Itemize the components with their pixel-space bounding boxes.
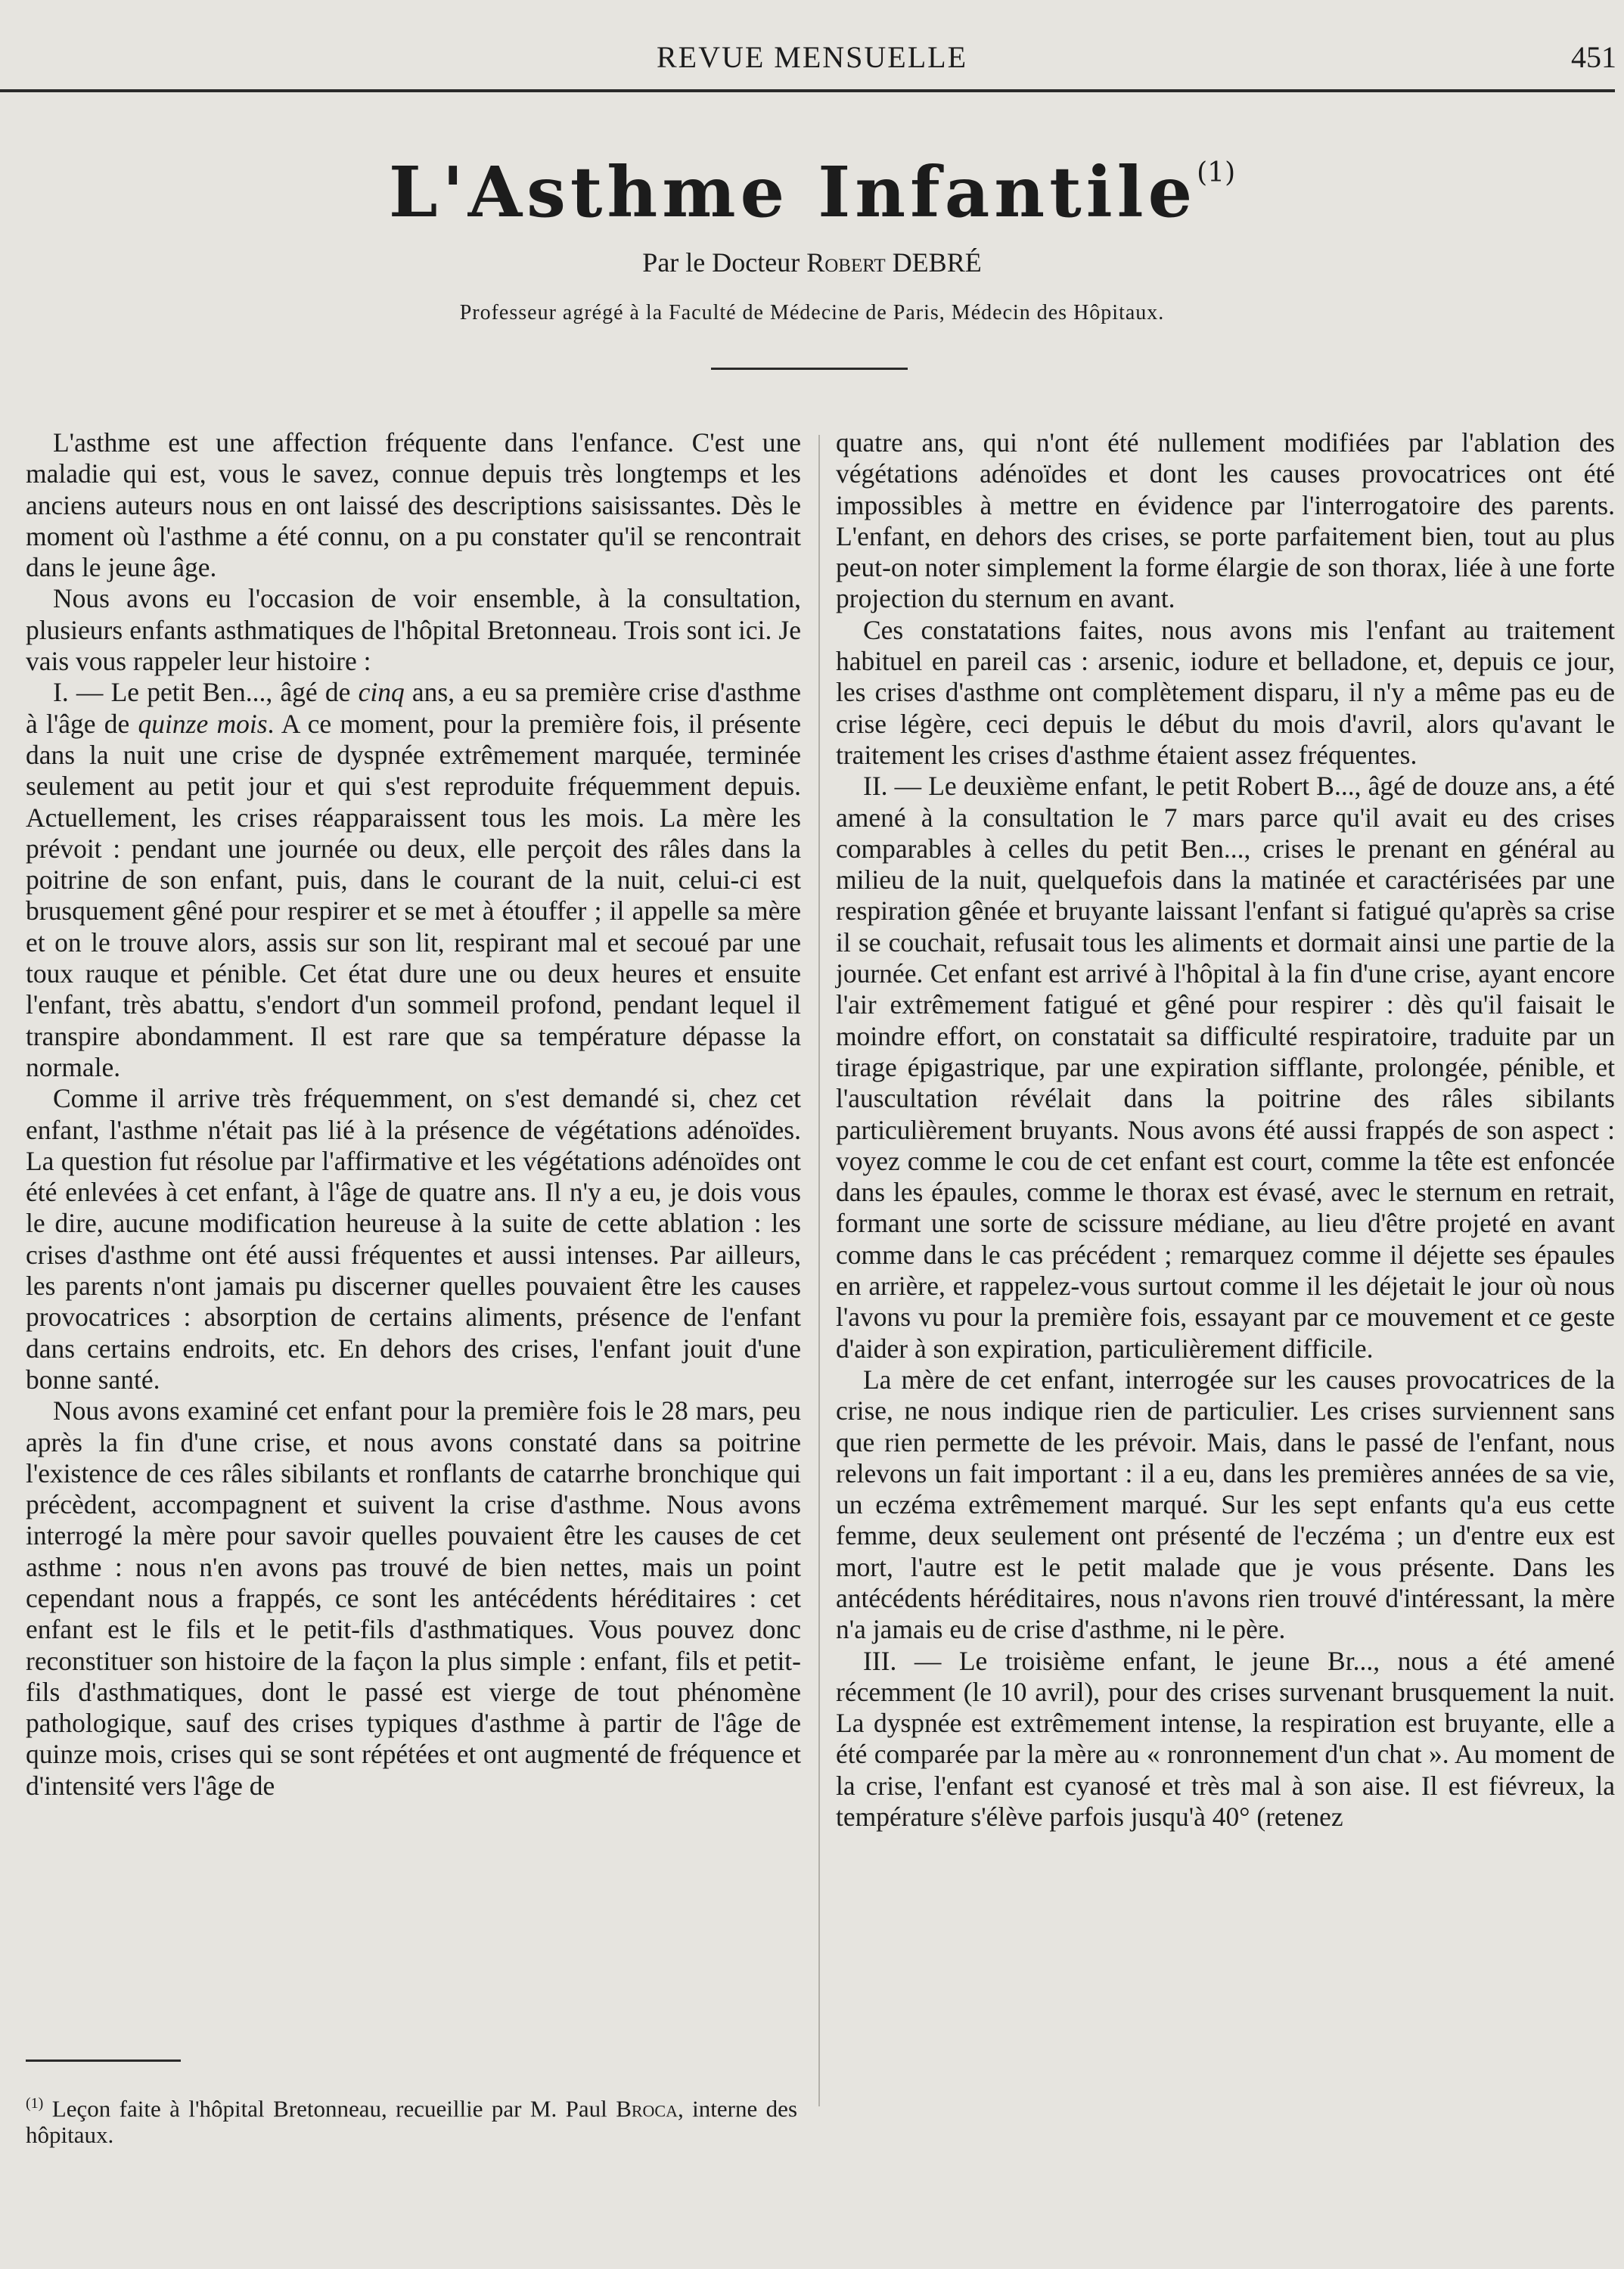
paragraph: Nous avons examiné cet enfant pour la première fois le 28 mars, peu après la fin d'une crise, et nous avons constaté dans sa poitrine l'existence de ces râles sibilants et ronflants de catarrhe bronchique qui précèdent, accompagnent et suivent la crise d'asthme. Nous avons interrogé la mère pour savoir quelles pouvaient être les causes de cet asthme : nous n'en avons pas trouvé de bien nettes, mais un point cependant nous a frappés, ce sont les antécédents héréditaires : cet enfant est le fils et le petit-fils d'asthmatiques. Vous pouvez donc reconstituer son histoire de la façon la plus simple : enfant, fils et petit-fils d'asthmatiques, dont le passé est vierge de tout phénomène pathologique, sauf des crises typiques d'asthme à partir de l'âge de quinze mois, crises qui se sont répétées et ont augmenté de fréquence et d'intensité vers l'âge de <box>26 1395 801 1801</box>
header-rule <box>0 89 1615 92</box>
article-title <box>0 151 1624 233</box>
column-divider <box>818 435 820 2106</box>
paragraph: Nous avons eu l'occasion de voir ensemble, à la consultation, plusieurs enfants asthmatiques de l'hôpital Bretonneau. Trois sont ici. Je vais vous rappeler leur histoire : <box>26 583 801 677</box>
running-head <box>0 39 1624 85</box>
article-title-text: L'Asthme Infantile <box>388 151 1197 233</box>
paragraph-continued: quatre ans, qui n'ont été nullement modifiées par l'ablation des végétations adénoïdes et dont les causes provocatrices ont été impossibles à mettre en évidence par l'interrogatoire des parents. L'enfant, en dehors des crises, se porte parfaitement bien, tout au plus peut-on noter simplement la forme élargie de son thorax, liée à une forte projection du sternum en avant. <box>836 427 1615 614</box>
right-column <box>836 427 1615 1833</box>
paragraph-case-three: III. — Le troisième enfant, le jeune Br..., nous a été amené récemment (le 10 avril), pour des crises survenant brusquement la nuit. La dyspnée est extrêmement intense, la respiration est bruyante, elle a été comparée par la mère au « ronronnement d'un chat ». Au moment de la crise, l'enfant est cyanosé et très mal à son aise. Il est fiévreux, la température s'élève parfois jusqu'à 40° (retenez <box>836 1645 1615 1833</box>
author-last-name: DEBRÉ <box>892 247 982 278</box>
italic-text: cinq <box>358 677 405 708</box>
footnote-mark: (1) <box>26 2095 44 2112</box>
italic-text: quinze mois <box>138 708 268 739</box>
paragraph: L'asthme est une affection fréquente dans l'enfance. C'est une maladie qui est, vous le savez, connue depuis très longtemps et les anciens auteurs nous en ont laissé des descriptions saisissantes. Dès le moment où l'asthme a été connu, on a pu constater qu'il se rencontrait dans le jeune âge. <box>26 427 801 583</box>
page-number: 451 <box>1571 40 1616 74</box>
text-run: . A ce moment, pour la première fois, il présente dans la nuit une crise de dyspnée extrêmement marquée, terminée seulement au petit jour et qui s'est reproduite fréquemment depuis. Actuellement, les crises réapparaissent tous les mois. La mère les prévoit : pendant une journée ou deux, elle perçoit des râles dans la poitrine de son enfant, puis, dans le courant de la nuit, celui-ci est brusquement gêné pour respirer et se met à étouffer ; il appelle sa mère et on le trouve alors, assis sur son lit, respirant mal et secoué par une toux rauque et pénible. Cet état dure une ou deux heures et ensuite l'enfant, très abattu, s'endort d'un sommeil profond, pendant lequel il transpire abondamment. Il est rare que sa température dépasse la normale. <box>26 708 802 1082</box>
footnote <box>26 2091 797 2148</box>
author-affiliation: Professeur agrégé à la Faculté de Médecine de Paris, Médecin des Hôpitaux. <box>459 301 1165 324</box>
footnote-name: Broca <box>616 2095 678 2122</box>
paragraph: La mère de cet enfant, interrogée sur les causes provocatrices de la crise, ne nous indique rien de particulier. Les crises surviennent sans que rien permette de les prévoir. Mais, dans le passé de l'enfant, nous relevons un fait important : il a eu, dans les premières années de sa vie, un eczéma extrêmement marqué. Sur les sept enfants qu'a eus cette femme, deux seulement ont présenté de l'eczéma ; un d'entre eux est mort, l'autre est le petit malade que je vous présente. Dans les antécédents héréditaires, nous n'avons rien trouvé d'intéressant, la mère n'a jamais eu de crise d'asthme, ni le père. <box>836 1364 1615 1645</box>
journal-title: REVUE MENSUELLE <box>656 40 968 74</box>
footnote-rule <box>26 2059 181 2062</box>
paragraph-case-two: II. — Le deuxième enfant, le petit Robert B..., âgé de douze ans, a été amené à la consultation le 7 mars parce qu'il avait eu des crises comparables à celles du petit Ben..., crises le prenant en général au milieu de la nuit, quelquefois dans la matinée et caractérisées par une respiration gênée et bruyante laissant l'enfant si fatigué qu'après sa crise il se couchait, refusait tous les aliments et dormait ainsi une partie de la journée. Cet enfant est arrivé à l'hôpital à la fin d'une crise, ayant encore l'air extrêmement fatigué et gêné pour respirer : dès qu'il faisait le moindre effort, on constatait sa difficulté respiratoire, traduite par un tirage épigastrique, par une expiration sifflante, prolongée, pénible, et l'auscultation révélait dans la poitrine des râles sibilants particulièrement bruyants. Nous avons été aussi frappés de son aspect : voyez comme le cou de cet enfant est court, comme la tête est enfoncée dans les épaules, comme le thorax est évasé, avec le sternum en retrait, formant une sorte de scissure médiane, au lieu d'être projeté en avant comme dans le cas précédent ; remarquez comme il déjette ses épaules en arrière, et rappelez-vous surtout comme il les déjetait le jour où nous l'avons vu pour la première fois, essayant par ce mouvement et ce geste d'aider à son expiration, particulièrement difficile. <box>836 771 1615 1364</box>
title-footnote-mark: (1) <box>1197 157 1236 188</box>
paragraph: Comme il arrive très fréquemment, on s'est demandé si, chez cet enfant, l'asthme n'était pas lié à la présence de végétations adénoïdes. La question fut résolue par l'affirmative et les végétations adénoïdes ont été enlevées à cet enfant, à l'âge de quatre ans. Il n'y a eu, je dois vous le dire, aucune modification heureuse à la suite de cette ablation : les crises d'asthme ont été aussi fréquentes et aussi intenses. Par ailleurs, les parents n'ont jamais pu discerner quelles pouvaient être les causes provocatrices : absorption de certains aliments, présence de l'enfant dans certains endroits, etc. En dehors des crises, l'enfant jouit d'une bonne santé. <box>26 1083 801 1395</box>
paragraph: Ces constatations faites, nous avons mis l'enfant au traitement habituel en pareil cas : arsenic, iodure et belladone, et, depuis ce jour, les crises d'asthme ont complètement disparu, il n'y a même pas eu de crise légère, ceci depuis le début du mois d'avril, alors qu'avant le traitement les crises d'asthme étaient assez fréquentes. <box>836 614 1615 770</box>
byline <box>0 247 1624 278</box>
author-first-name: Robert <box>806 247 886 278</box>
text-run: ans, a eu sa première crise d'asthme à l'âge de <box>26 677 801 739</box>
paragraph-case-one <box>26 677 801 1083</box>
left-column <box>26 427 801 1802</box>
footnote-text-end: , interne des hôpitaux. <box>26 2095 798 2149</box>
footnote-text: Leçon faite à l'hôpital Bretonneau, recueillie par M. Paul <box>51 2095 616 2122</box>
text-run: I. — Le petit Ben..., âgé de <box>53 677 359 708</box>
title-rule <box>711 368 908 370</box>
byline-prefix: Par le Docteur <box>642 247 800 278</box>
